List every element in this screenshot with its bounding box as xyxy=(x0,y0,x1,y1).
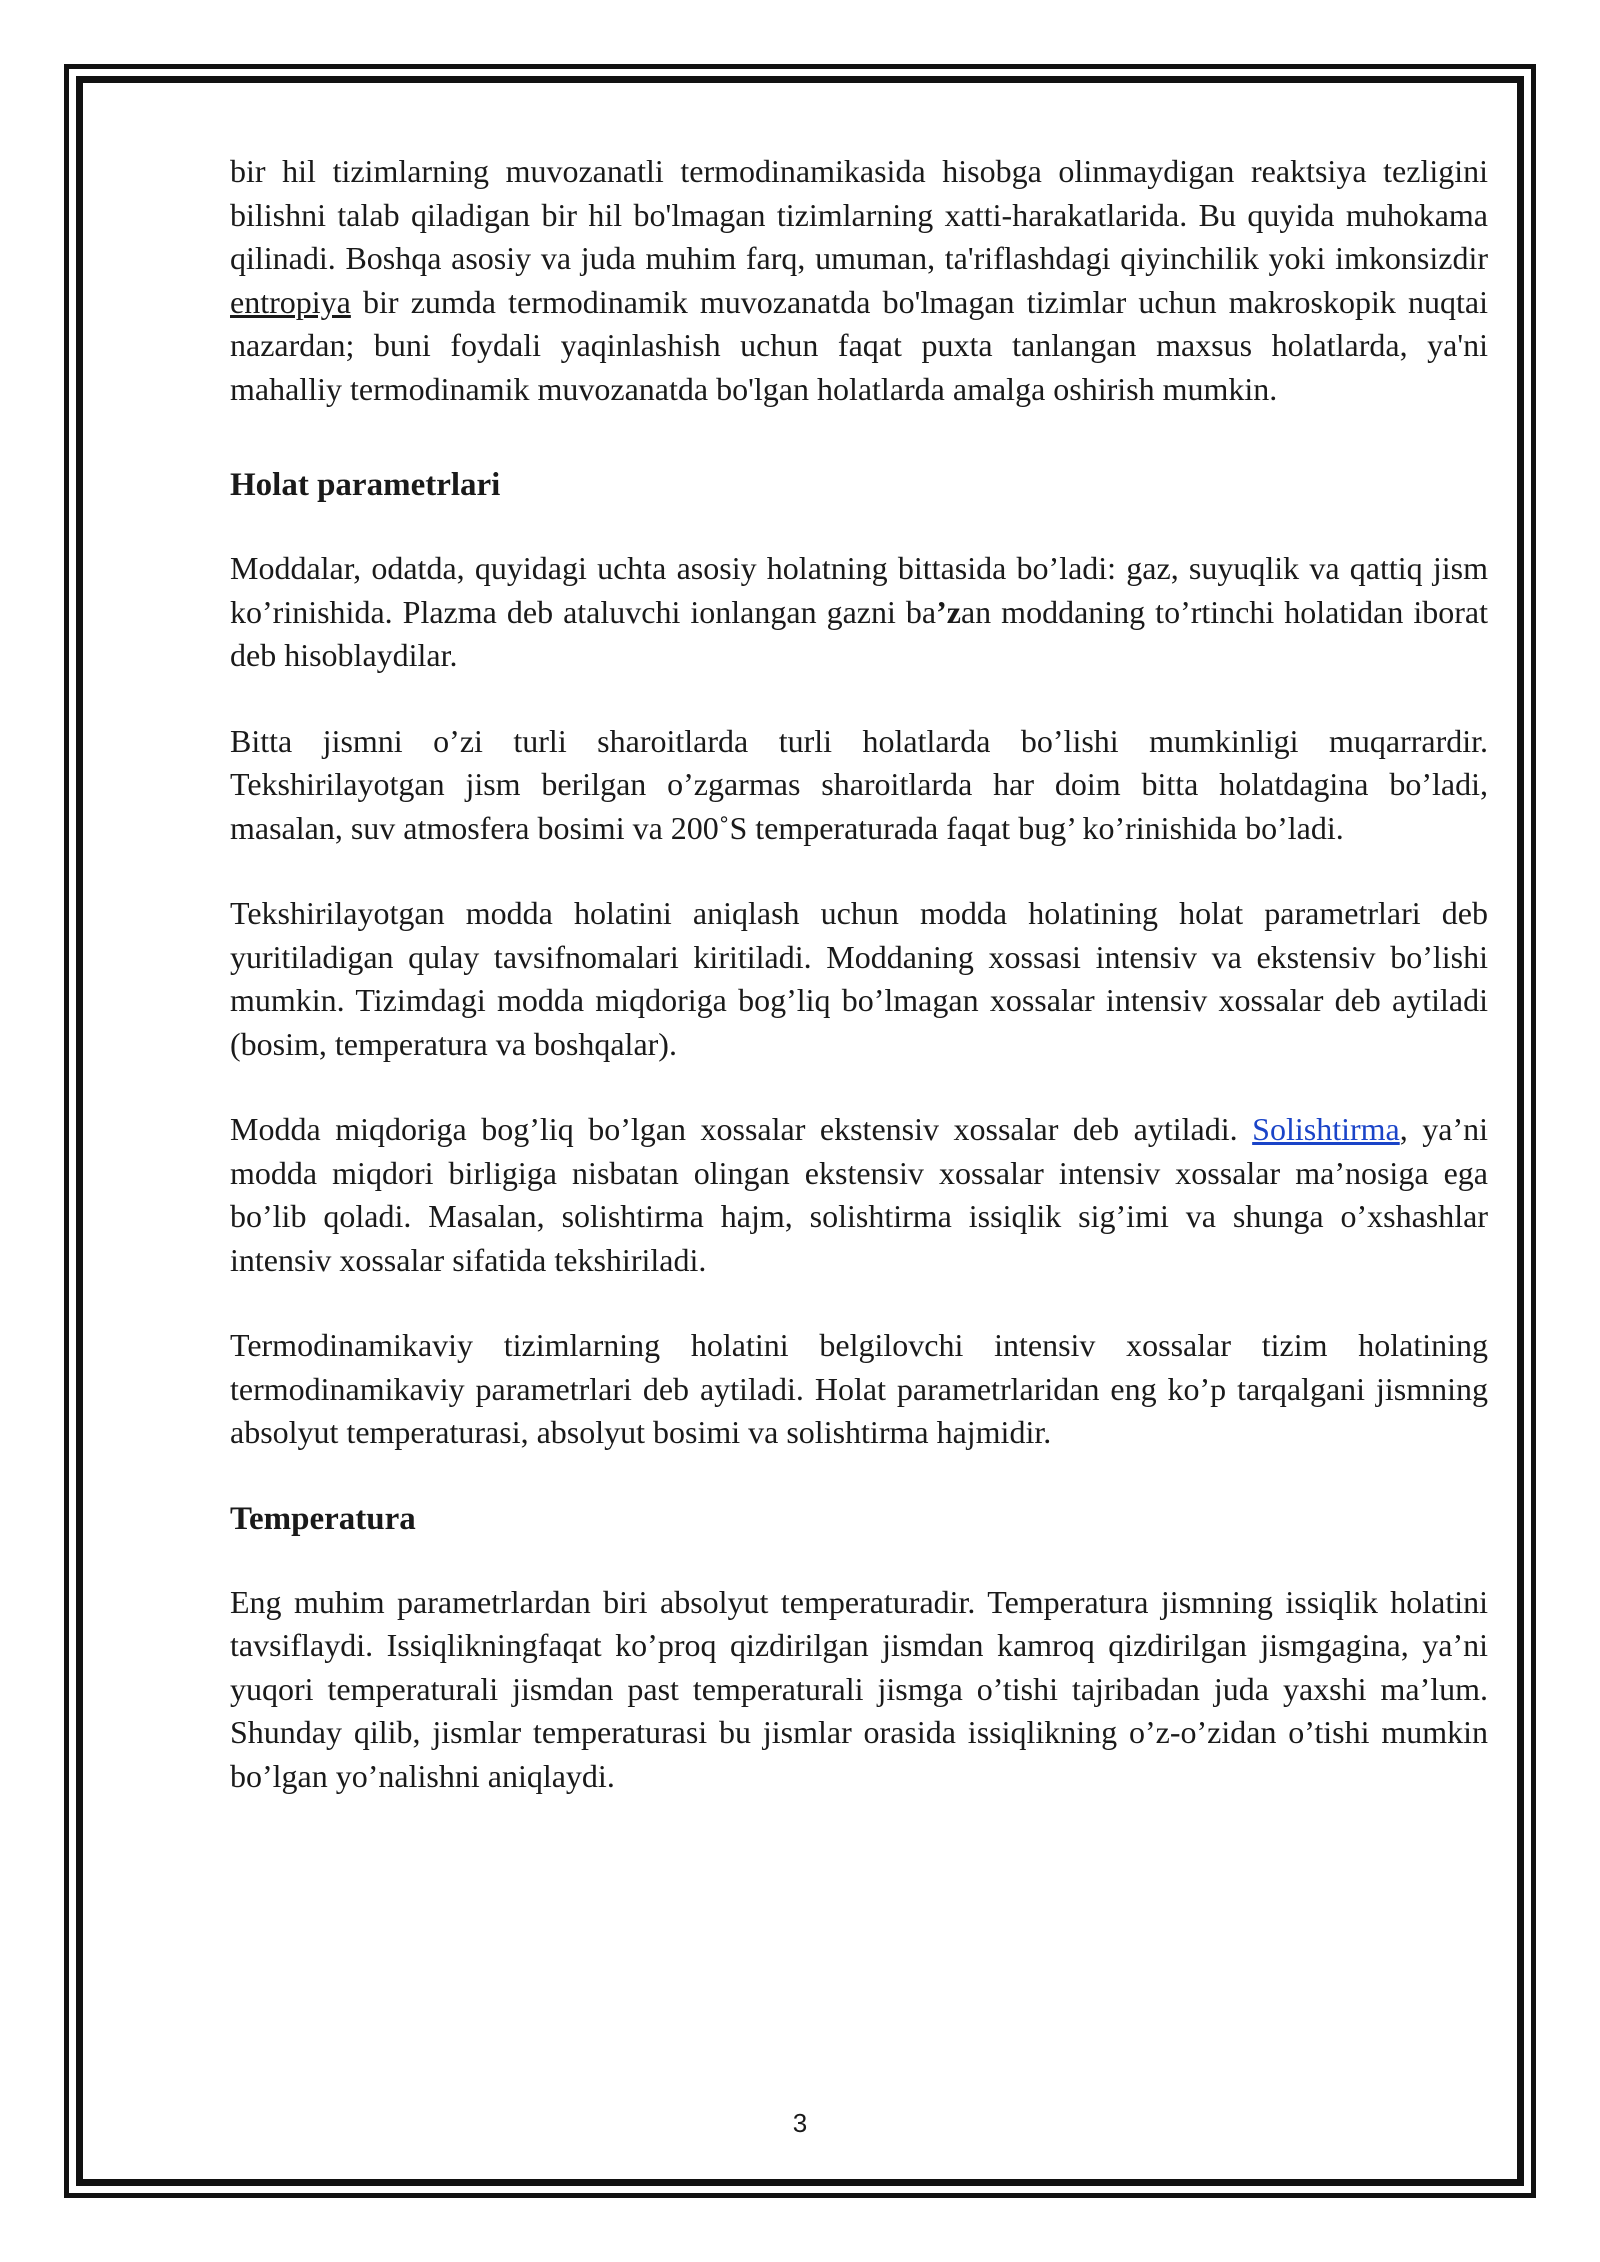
section-heading-holat-parametrlari: Holat parametrlari xyxy=(230,467,501,503)
document-body xyxy=(230,150,1488,1840)
paragraph-5: Modda miqdoriga bog’liq bo’lgan xossalar ekstensiv xossalar deb aytiladi. Solishtirma, ya’ni modda miqdori birligiga nisbatan olingan ekstensiv xossalar intensiv xossalar ma’nosiga ega bo’lib qoladi. Masalan, solishtirma hajm, solishtirma issiqlik sig’imi va shunga o’xshashlar intensiv xossalar sifatida tekshiriladi. xyxy=(230,1111,1489,1278)
paragraph-2: Moddalar, odatda, quyidagi uchta asosiy holatning bittasida bo’ladi: gaz, suyuqlik va qattiq jism ko’rinishida. Plazma deb ataluvchi ionlangan gazni ba’zan moddaning to’rtinchi holatidan iborat deb hisoblaydilar. xyxy=(230,550,1488,673)
page-number: 3 xyxy=(792,2108,808,2138)
solishtirma-link[interactable]: Solishtirma xyxy=(1252,1111,1400,1147)
paragraph-6: Termodinamikaviy tizimlarning holatini belgilovchi intensiv xossalar tizim holatining termodinamikaviy parametrlari deb aytiladi. Holat parametrlaridan eng ko’p tarqalgani jismning absolyut temperaturasi, absolyut bosimi va solishtirma hajmidir. xyxy=(230,1327,1488,1450)
section-heading-temperatura: Temperatura xyxy=(230,1500,416,1537)
paragraph-3: Bitta jismni o’zi turli sharoitlarda turli holatlarda bo’lishi mumkinligi muqarrardir. Tekshirilayotgan jism berilgan o’zgarmas sharoitlarda har doim bitta holatdagina bo’ladi, masalan, suv atmosfera bosimi va 200˚S temperaturada faqat bug’ ko’rinishida bo’ladi. xyxy=(230,722,1488,846)
entropiya-link[interactable]: entropiya xyxy=(230,283,351,320)
paragraph-4: Tekshirilayotgan modda holatini aniqlash uchun modda holatining holat parametrlari deb yuritiladigan qulay tavsifnomalari kiritiladi. Moddaning xossasi intensiv va ekstensiv bo’lishi mumkin. Tizimdagi modda miqdoriga bog’liq bo’lmagan xossalar intensiv xossalar deb aytiladi (bosim, temperatura va boshqalar). xyxy=(230,895,1488,1062)
paragraph-7: Eng muhim parametrlardan biri absolyut temperaturadir. Temperatura jismning issiqlik holatini tavsiflaydi. Issiqlikningfaqat ko’proq qizdirilgan jismdan kamroq qizdirilgan jismgagina, ya’ni yuqori temperaturali jismdan past temperaturali jismga o’tishi tajribadan juda yaxshi ma’lum. Shunday qilib, jismlar temperaturasi bu jismlar orasida issiqlikning o’z-o’zidan o’tishi mumkin bo’lgan yo’nalishni aniqlaydi. xyxy=(230,1583,1488,1794)
paragraph-1: bir hil tizimlarning muvozanatli termodinamikasida hisobga olinmaydigan reaktsiya tezligini bilishni talab qiladigan bir hil bo'lmagan tizimlarning xatti-harakatlarida. Bu quyida muhokama qilinadi. Boshqa asosiy va juda muhim farq, umuman, ta'riflashdagi qiyinchilik yoki imkonsizdir entropiya bir zumda termodinamik muvozanatda bo'lmagan tizimlar uchun makroskopik nuqtai nazardan; buni foydali yaqinlashish uchun faqat puxta tanlangan maxsus holatlarda, ya'ni mahalliy termodinamik muvozanatda bo'lgan holatlarda amalga oshirish mumkin. xyxy=(230,153,1488,407)
